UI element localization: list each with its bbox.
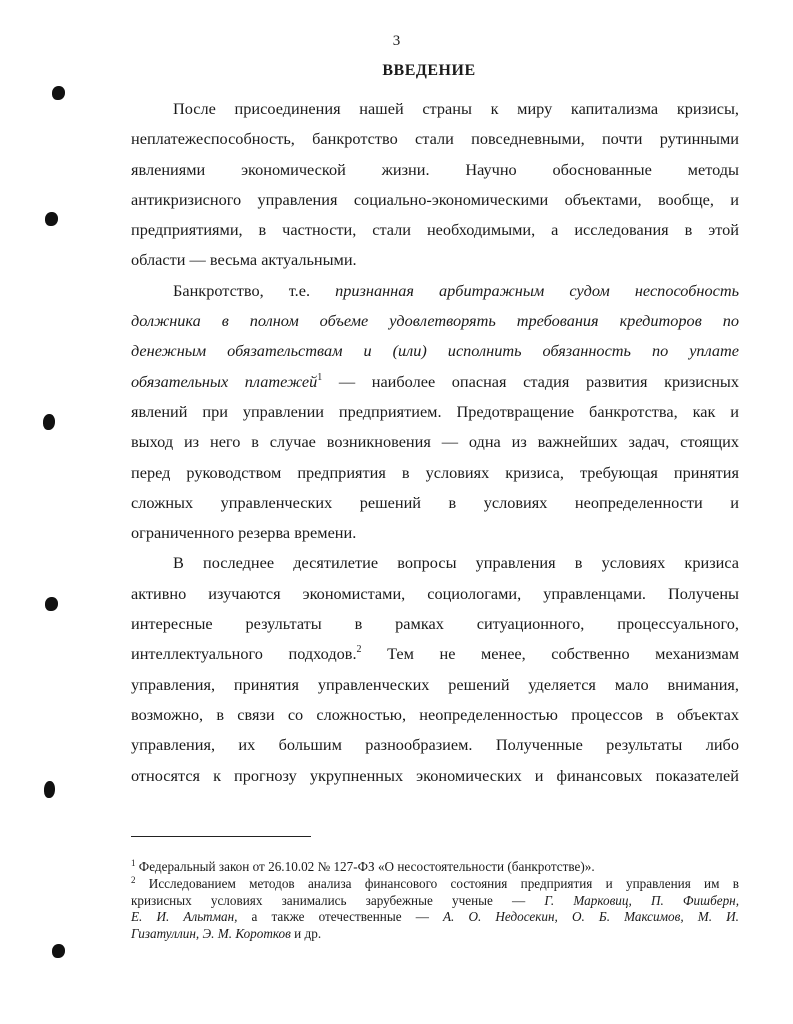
footnote-mark: 2: [131, 874, 136, 885]
text-line: [131, 336, 739, 366]
author-names: Е. И. Альтман,: [131, 909, 238, 925]
footnote-divider: [131, 836, 311, 837]
text-line: В последнее десятилетие вопросы управления в условиях кризиса: [173, 553, 739, 573]
paragraph-research: [131, 548, 739, 790]
binding-hole: [45, 212, 58, 226]
text-line: сложных управленческих решений в условиях неопределенности и: [131, 492, 739, 512]
binding-hole: [45, 597, 58, 611]
footnote-text: Федеральный закон от 26.10.02 № 127-ФЗ «О несостоятельности (банкротстве)».: [135, 859, 595, 874]
text-run: Банкротство, т.е.: [173, 280, 336, 300]
definition-text: должника в полном объеме удовлетворять требования кредиторов по: [131, 311, 739, 331]
footnotes: [131, 859, 739, 943]
text-line: перед руководством предприятия в условиях кризиса, требующая принятия: [131, 462, 739, 482]
footnote-text: Исследованием методов анализа финансового состояния предприятия и управления им в: [135, 875, 739, 891]
text-line: [131, 276, 739, 306]
footnote-2-line: [131, 893, 739, 910]
text-line: явлений при управлении предприятием. Предотвращение банкротства, как и: [131, 401, 739, 421]
text-line: После присоединения нашей страны к миру капитализма кризисы,: [173, 99, 739, 118]
footnote-text: кризисных условиях занимались зарубежные ученые —: [131, 892, 545, 908]
text-line: выход из него в случае возникновения — одна из важнейших задач, стоящих: [131, 432, 739, 452]
page-title: ВВЕДЕНИЕ: [382, 62, 476, 79]
text-line: области — весьма актуальными.: [131, 250, 357, 270]
text-line: явлениями экономической жизни. Научно обоснованные методы: [131, 159, 739, 179]
text-run: интеллектуального подходов.: [131, 644, 357, 664]
body-text: [131, 94, 739, 791]
footnote-2-line: [131, 926, 739, 943]
text-line: [131, 639, 739, 669]
text-line: относятся к прогнозу укрупненных экономических и финансовых показателей: [131, 765, 739, 785]
text-run: Тем не менее, собственно механизмам: [361, 644, 739, 664]
footnote-ref: 2: [356, 644, 362, 656]
footnote-text: и др.: [290, 926, 322, 942]
text-line: ограниченного резерва времени.: [131, 523, 357, 543]
definition-text: признанная арбитражным судом неспособность: [335, 280, 740, 300]
footnote-ref: 1: [317, 371, 323, 383]
definition-text: обязательных платежей: [131, 371, 318, 391]
text-line: антикризисного управления социально-экономическими объектами, вообще, и: [131, 189, 739, 209]
binding-hole: [44, 781, 55, 798]
binding-hole: [52, 944, 65, 958]
text-line: неплатежеспособность, банкротство стали повседневными, почти рутинными: [131, 129, 739, 149]
footnote-mark: 1: [131, 858, 136, 868]
text-line: предприятиями, в частности, стали необходимыми, а исследования в этой: [131, 220, 739, 240]
binding-hole: [43, 414, 55, 430]
text-run: — наиболее опасная стадия развития кризисных: [322, 371, 739, 391]
footnote-2-line: [131, 909, 739, 926]
author-names: Гизатуллин, Э. М. Коротков: [131, 926, 291, 942]
paragraph-bankruptcy: [131, 276, 739, 549]
paragraph-intro: [131, 94, 739, 276]
footnote-text: а также отечественные —: [237, 909, 443, 925]
binding-hole: [52, 86, 65, 100]
text-line: интересные результаты в рамках ситуационного, процессуального,: [131, 614, 739, 634]
author-names: Г. Марковиц, П. Фишберн,: [544, 892, 740, 908]
footnote-2: [131, 876, 739, 893]
text-line: активно изучаются экономистами, социологами, управленцами. Получены: [131, 583, 739, 603]
definition-text: денежным обязательствам и (или) исполнить обязанность по уплате: [131, 341, 739, 361]
author-names: А. О. Недосекин, О. Б. Максимов, М. И.: [443, 909, 739, 925]
footnote-1: [131, 859, 739, 876]
page-number: 3: [392, 33, 401, 49]
text-line: управления, принятия управленческих решений уделяется мало внимания,: [131, 674, 739, 694]
text-line: [131, 306, 739, 336]
text-line: возможно, в связи со сложностью, неопределенностью процессов в объектах: [131, 704, 739, 724]
text-line: [131, 367, 739, 397]
text-line: управления, их большим разнообразием. Полученные результаты либо: [131, 735, 739, 755]
